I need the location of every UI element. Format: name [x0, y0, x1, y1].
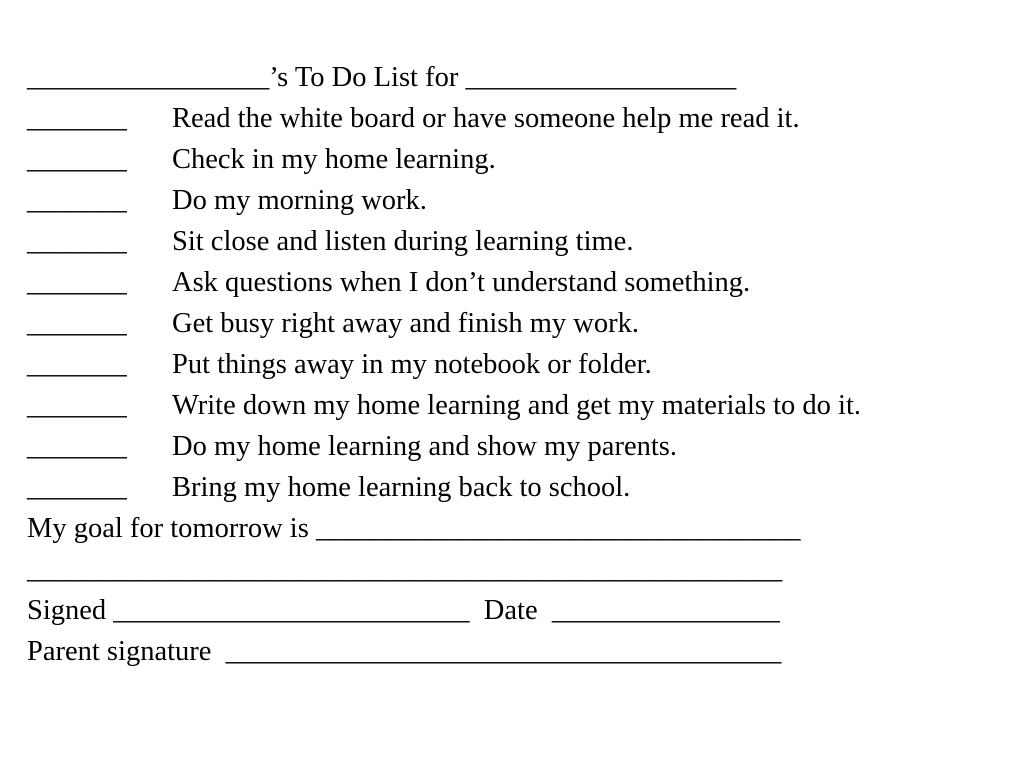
goal-blank[interactable]: __________________________________: [315, 513, 801, 544]
goal-continuation-line: [27, 549, 1017, 590]
signed-line: [27, 590, 1017, 631]
task-row: [27, 98, 1017, 139]
task-text: Do my morning work.: [172, 185, 427, 216]
task-row: [27, 467, 1017, 508]
task-row: [27, 180, 1017, 221]
title-text: ’s To Do List for: [269, 62, 459, 93]
task-text: Do my home learning and show my parents.: [172, 431, 677, 462]
task-text: Check in my home learning.: [172, 144, 496, 175]
title-line: [27, 57, 1017, 98]
task-check-blank[interactable]: _______: [27, 267, 127, 298]
parent-signature-blank[interactable]: _______________________________________: [225, 636, 782, 667]
task-text: Get busy right away and finish my work.: [172, 308, 640, 339]
task-text: Sit close and listen during learning time.: [172, 226, 634, 257]
task-check-blank[interactable]: _______: [27, 349, 127, 380]
goal-continuation-blank[interactable]: _____________________________________________________: [27, 554, 783, 585]
task-text: Write down my home learning and get my materials to do it.: [172, 390, 862, 421]
goal-label: My goal for tomorrow is: [27, 513, 309, 544]
task-row: [27, 262, 1017, 303]
task-row: [27, 221, 1017, 262]
task-check-blank[interactable]: _______: [27, 308, 127, 339]
date-label: Date: [483, 595, 538, 626]
signed-label: Signed: [27, 595, 107, 626]
parent-signature-line: [27, 631, 1017, 672]
task-row: [27, 385, 1017, 426]
task-check-blank[interactable]: _______: [27, 185, 127, 216]
task-text: Read the white board or have someone help me read it.: [172, 103, 800, 134]
goal-line: [27, 508, 1017, 549]
task-check-blank[interactable]: _______: [27, 390, 127, 421]
task-row: [27, 139, 1017, 180]
task-row: [27, 344, 1017, 385]
date-blank[interactable]: ________________: [551, 595, 780, 626]
parent-signature-label: Parent signature: [27, 636, 212, 667]
task-text: Put things away in my notebook or folder.: [172, 349, 652, 380]
task-check-blank[interactable]: _______: [27, 226, 127, 257]
task-text: Bring my home learning back to school.: [172, 472, 631, 503]
signature-blank[interactable]: _________________________: [113, 595, 470, 626]
task-row: [27, 426, 1017, 467]
task-row: [27, 303, 1017, 344]
student-name-blank[interactable]: _________________: [27, 62, 270, 93]
list-date-blank[interactable]: ___________________: [465, 62, 737, 93]
task-text: Ask questions when I don’t understand something.: [172, 267, 751, 298]
task-check-blank[interactable]: _______: [27, 431, 127, 462]
task-check-blank[interactable]: _______: [27, 144, 127, 175]
task-check-blank[interactable]: _______: [27, 472, 127, 503]
todo-list-sheet: [27, 57, 1017, 672]
task-check-blank[interactable]: _______: [27, 103, 127, 134]
